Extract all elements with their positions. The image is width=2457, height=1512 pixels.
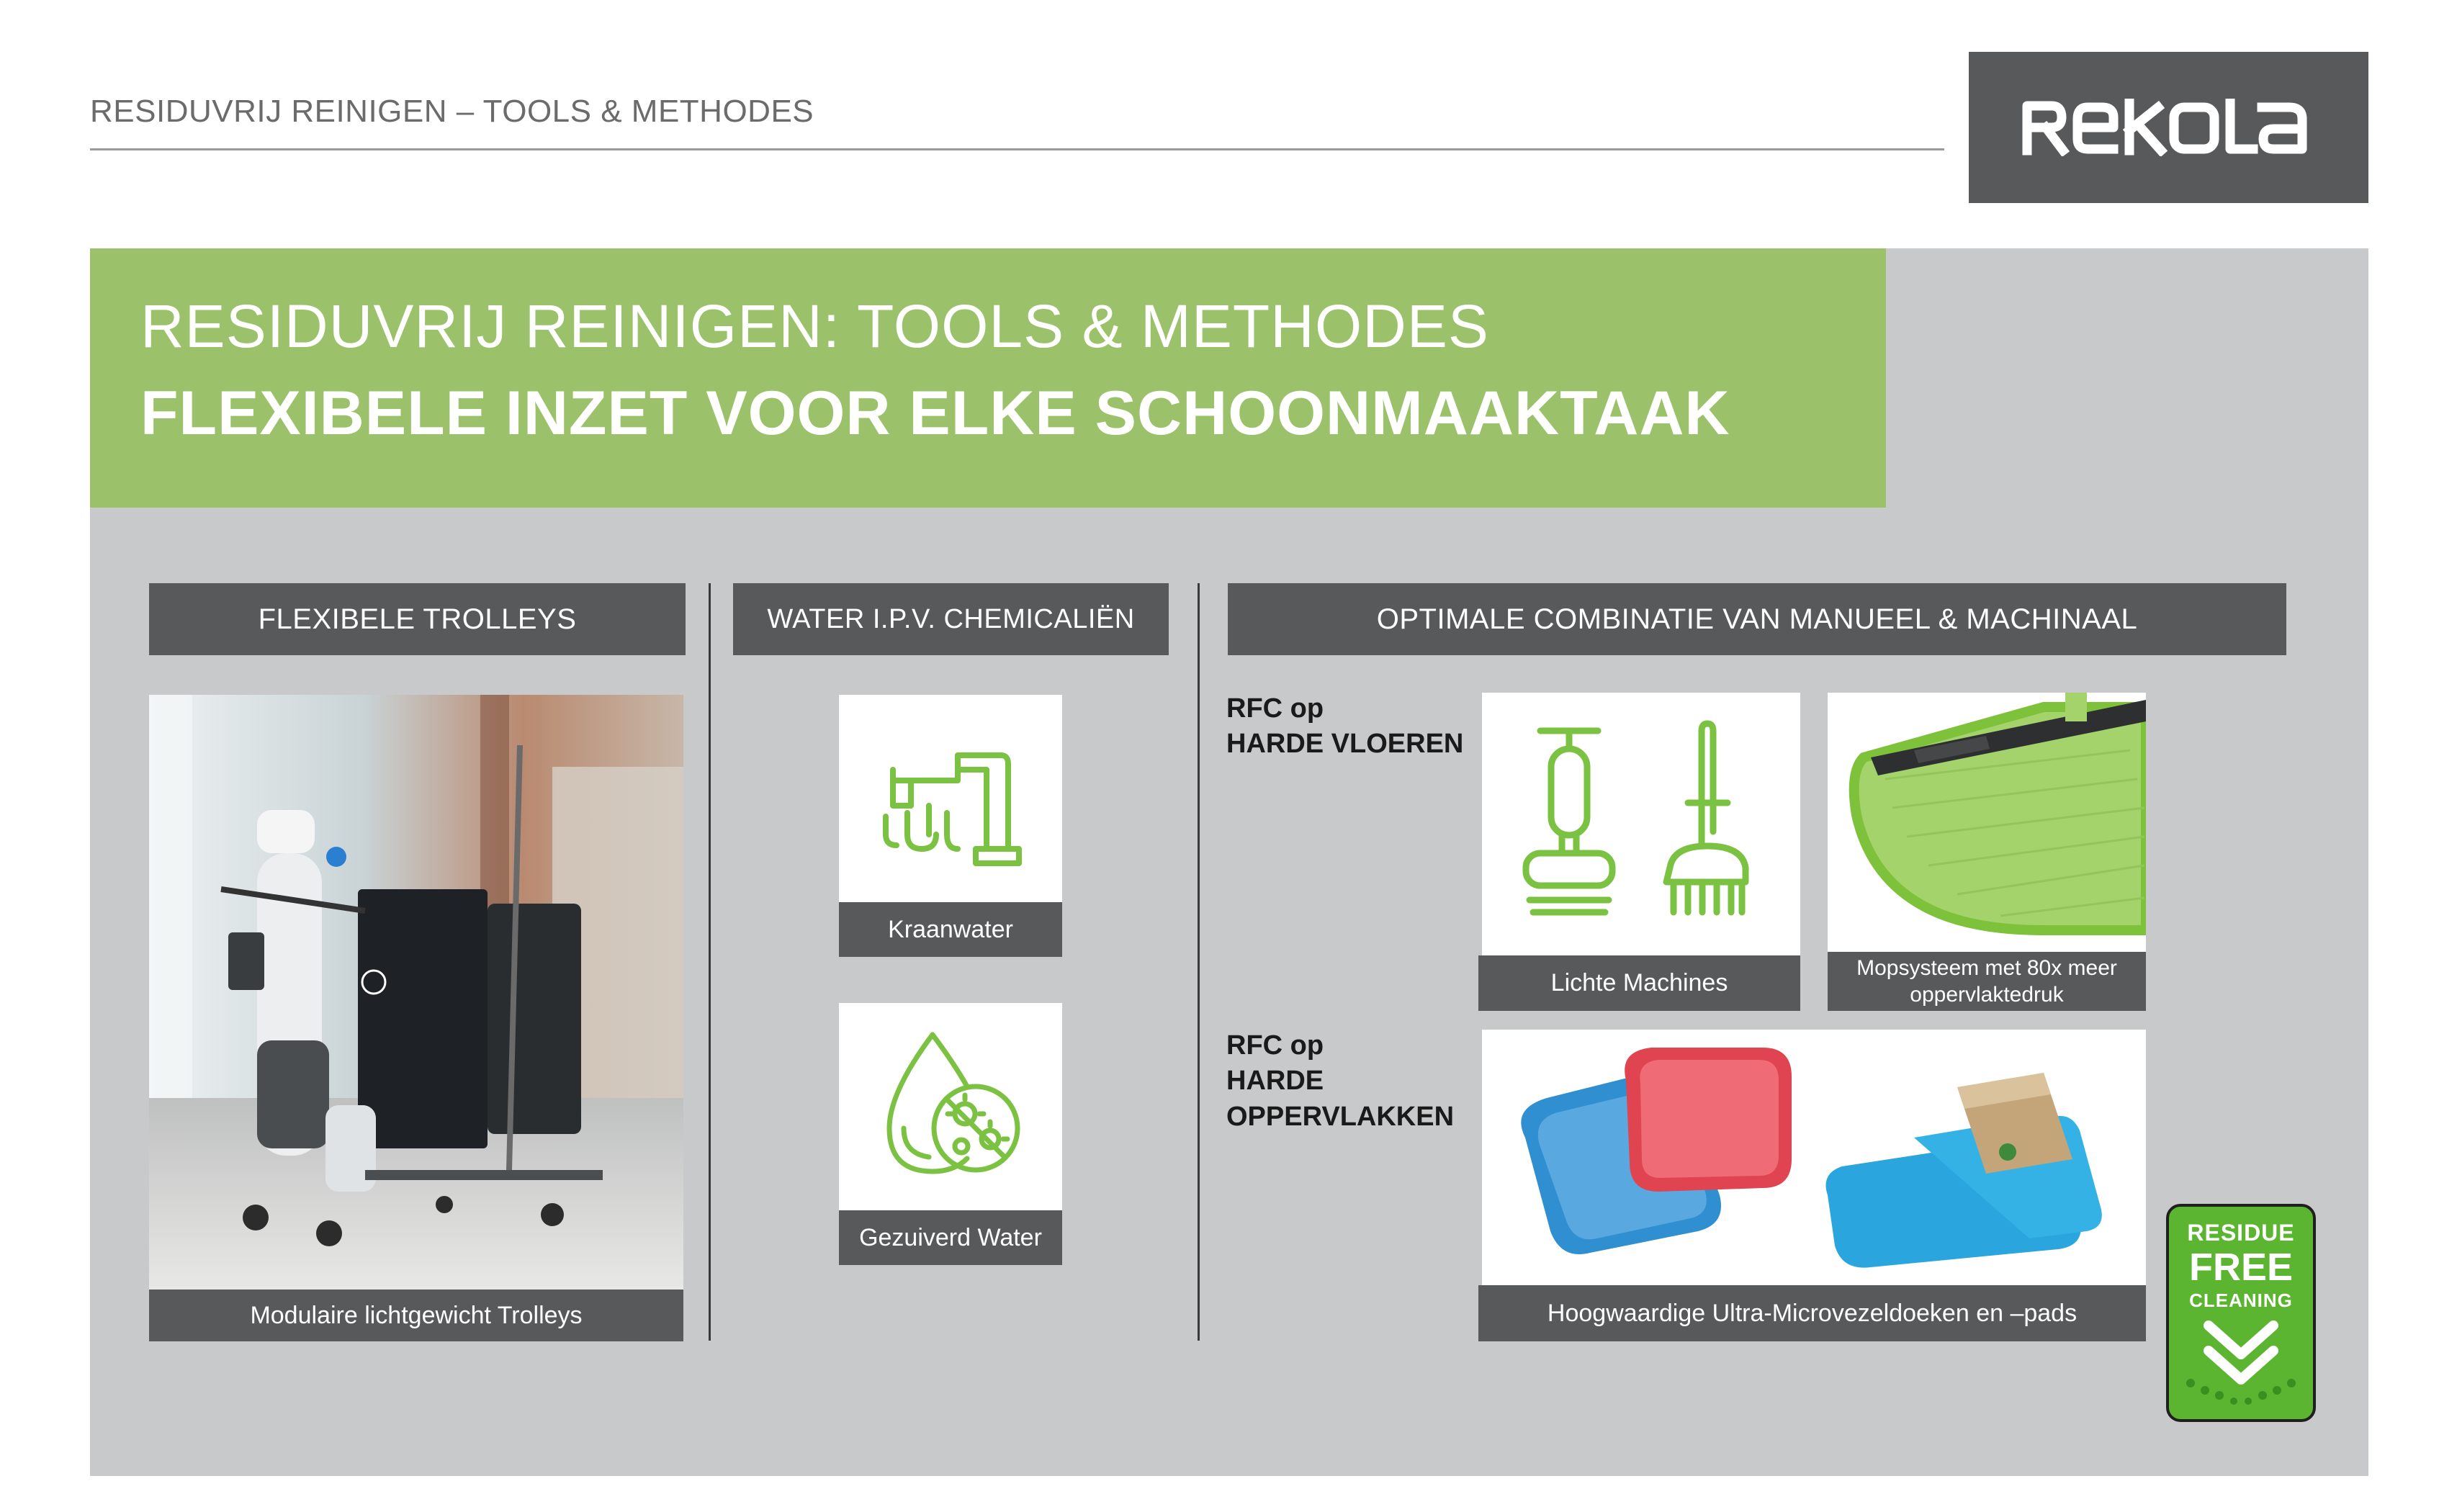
floor-machine-broom-icon	[1519, 716, 1764, 932]
column-divider	[709, 583, 711, 1341]
light-machines-caption: Lichte Machines	[1478, 955, 1800, 1011]
rekola-logo-wordmark	[2021, 99, 2317, 156]
microfiber-cloths-photo	[1482, 1030, 2146, 1285]
column-divider	[1198, 583, 1200, 1341]
header-divider	[90, 148, 1944, 150]
document-header: RESIDUVRIJ REINIGEN – TOOLS & METHODES	[90, 94, 814, 129]
purified-water-tile	[839, 1003, 1062, 1210]
section-heading-trolleys: FLEXIBELE TROLLEYS	[149, 583, 686, 655]
rfc-surfaces-line3: OPPERVLAKKEN	[1226, 1101, 1455, 1132]
tap-water-caption: Kraanwater	[839, 902, 1062, 957]
purified-water-caption: Gezuiverd Water	[839, 1210, 1062, 1265]
rfc-floors-label	[1226, 691, 1463, 762]
rfc-floors-line1: RFC op	[1226, 693, 1324, 724]
trolley-caption: Modulaire lichtgewicht Trolleys	[149, 1290, 683, 1341]
section-heading-water: WATER I.P.V. CHEMICALIËN	[733, 583, 1169, 655]
rekola-logo	[1969, 52, 2368, 203]
rfc-surfaces-line1: RFC op	[1226, 1030, 1324, 1061]
purified-water-drop-icon	[875, 1027, 1026, 1186]
rfc-surfaces-label	[1226, 1028, 1454, 1135]
badge-line3: CLEANING	[2189, 1290, 2293, 1311]
mop-system-photo	[1828, 693, 2146, 952]
mop-system-caption: Mopsysteem met 80x meer oppervlaktedruk	[1828, 952, 2146, 1011]
banner-subtitle: FLEXIBELE INZET VOOR ELKE SCHOONMAAKTAAK	[140, 379, 1730, 448]
double-chevron-down-icon	[2169, 1315, 2313, 1408]
rfc-floors-line2: HARDE VLOEREN	[1226, 729, 1464, 760]
rfc-surfaces-line2: HARDE	[1226, 1066, 1324, 1097]
trolley-photo	[149, 695, 683, 1290]
banner-title: RESIDUVRIJ REINIGEN: TOOLS & METHODES	[140, 292, 1489, 360]
badge-line2: FREE	[2188, 1246, 2294, 1289]
faucet-tile	[839, 695, 1062, 902]
badge-line1: RESIDUE	[2187, 1220, 2295, 1246]
microfiber-cloths-caption: Hoogwaardige Ultra-Microvezeldoeken en –pads	[1478, 1285, 2146, 1341]
section-heading-combination: OPTIMALE COMBINATIE VAN MANUEEL & MACHINAAL	[1228, 583, 2286, 655]
faucet-icon	[879, 726, 1023, 870]
residue-free-cleaning-badge	[2166, 1204, 2316, 1422]
light-machines-tile	[1482, 693, 1800, 955]
